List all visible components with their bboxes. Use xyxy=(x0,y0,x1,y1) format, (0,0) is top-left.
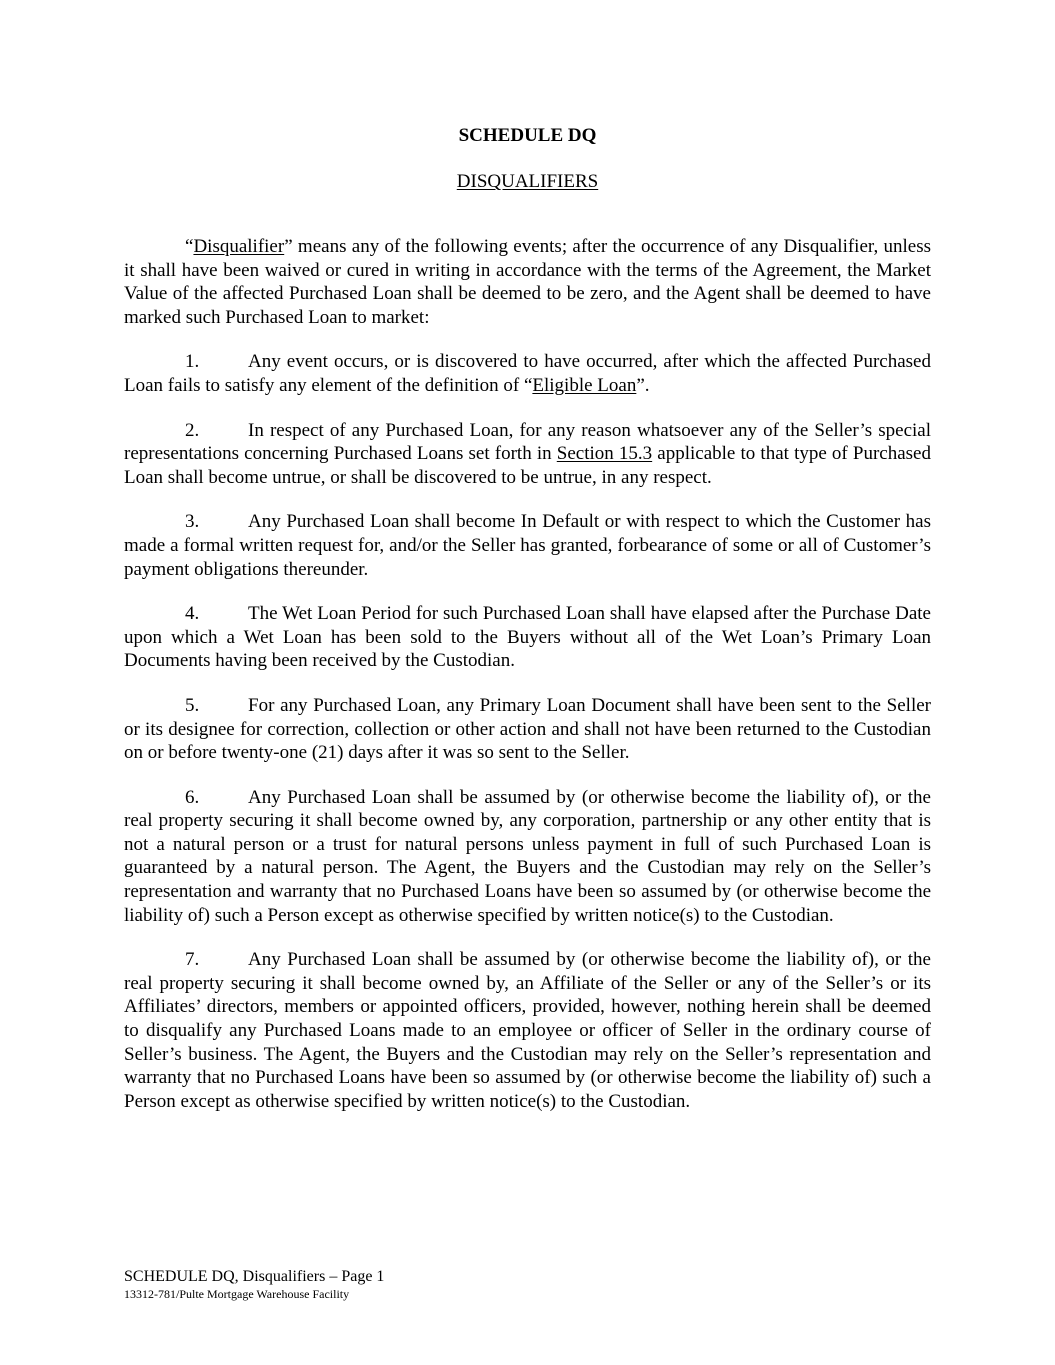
document-body xyxy=(124,235,931,1134)
list-item-6 xyxy=(124,786,931,928)
document-page xyxy=(124,0,931,1365)
item-text: Any Purchased Loan shall be assumed by (or otherwise become the liability of), or the real property securing it shall become owned by, any corporation, partnership or any other entity that is not a natural person or a trust for natural persons unless payment in full of such Purchased Loan is guaranteed by a natural person. The Agent, the Buyers and the Custodian may rely on the Seller’s representation and warranty that no Purchased Loans have been so assumed by (or otherwise become the liability of) such a Person except as otherwise specified by written notice(s) to the Custodian. xyxy=(124,786,931,926)
item-number: 1. xyxy=(185,351,200,373)
intro-open-quote: “ xyxy=(185,236,194,257)
list-item-5 xyxy=(124,694,931,765)
item-number: 3. xyxy=(185,511,200,533)
item-number: 4. xyxy=(185,603,200,625)
item-text: Any Purchased Loan shall be assumed by (or otherwise become the liability of), or the real property securing it shall become owned by, an Affiliate of the Seller or any of the Seller’s or its Affiliates’ directors, members or appointed officers, provided, however, nothing herein shall be deemed to disqualify any Purchased Loans made to an employee or officer of Seller in the ordinary course of Seller’s business. The Agent, the Buyers and the Custodian may rely on the Seller’s representation and warranty that no Purchased Loans have been so assumed by (or otherwise become the liability of) such a Person except as otherwise specified by written notice(s) to the Custodian. xyxy=(124,949,931,1112)
page-footer xyxy=(124,1267,724,1302)
item-text-end: ”. xyxy=(636,374,650,396)
footer-doc-id: 13312-781/Pulte Mortgage Warehouse Facility xyxy=(124,1287,350,1301)
item-text: The Wet Loan Period for such Purchased Loan shall have elapsed after the Purchase Date upon which a Wet Loan has been sold to the Buyers without all of the Wet Loan’s Primary Loan Documents having been received by the Custodian. xyxy=(124,603,931,672)
item-number: 2. xyxy=(185,419,200,441)
intro-text: ” means any of the following events; after the occurrence of any Disqualifier, unless it shall have been waived or cured in writing in accordance with the terms of the Agreement, the Market Value of the affected Purchased Loan shall be deemed to be zero, and the Agent shall be deemed to have marked such Purchased Loan to market: xyxy=(124,236,931,328)
list-item-1 xyxy=(124,350,931,397)
defined-term-disqualifier: Disqualifier xyxy=(193,236,285,257)
item-number: 6. xyxy=(185,786,200,808)
schedule-title: SCHEDULE DQ xyxy=(458,125,597,146)
schedule-subtitle: DISQUALIFIERS xyxy=(456,171,599,192)
item-text: For any Purchased Loan, any Primary Loan Document shall have been sent to the Seller or its designee for correction, collection or other action and shall not have been returned to the Custodian on or before twenty-one (21) days after it was so sent to the Seller. xyxy=(124,694,931,764)
item-text: Any event occurs, or is discovered to have occurred, after which the affected Purchased Loan fails to satisfy any element of the definition of “ xyxy=(124,351,931,396)
item-text: Any Purchased Loan shall become In Default or with respect to which the Customer has made a formal written request for, and/or the Seller has granted, forbearance of some or all of Customer’s payment obligations thereunder. xyxy=(124,511,931,580)
item-text-end: applicable to that type of Purchased Loan shall become untrue, or shall be discovered to be untrue, in any respect. xyxy=(124,443,931,488)
list-item-4 xyxy=(124,602,931,673)
reference-section-15-3: Section 15.3 xyxy=(556,443,653,465)
item-number: 5. xyxy=(185,694,200,716)
list-item-7 xyxy=(124,948,931,1113)
footer-page-label: SCHEDULE DQ, Disqualifiers – Page 1 xyxy=(124,1268,385,1285)
list-item-3 xyxy=(124,510,931,581)
item-text: In respect of any Purchased Loan, for any reason whatsoever any of the Seller’s special representations concerning Purchased Loans set forth in xyxy=(124,419,931,465)
reference-eligible-loan: Eligible Loan xyxy=(532,374,637,396)
intro-paragraph xyxy=(124,235,931,329)
item-number: 7. xyxy=(185,949,200,971)
list-item-2 xyxy=(124,419,931,490)
